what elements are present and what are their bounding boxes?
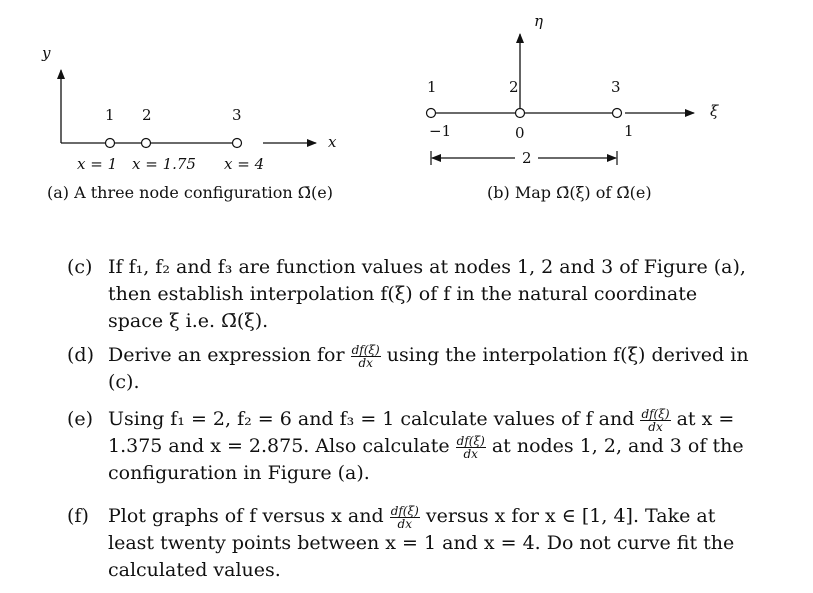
figure-b-node-2: [516, 109, 525, 118]
figure-a-node-1: [106, 139, 115, 148]
question-e-tag: (e): [67, 408, 94, 430]
question-f-text-1: Plot graphs of f versus x and: [108, 505, 384, 527]
question-e-text-1: Using f₁ = 2, f₂ = 6 and f₃ = 1 calculate values of f and: [108, 408, 635, 430]
figure-b-node-number-3: 3: [611, 78, 621, 96]
figure-b-node-number-1: 1: [427, 78, 437, 96]
figure-b-node-number-2: 2: [509, 78, 519, 96]
question-f-tag: (f): [67, 505, 89, 527]
question-f: [67, 503, 757, 584]
figure-a-coord-2: x = 1.75: [132, 155, 196, 173]
figure-b-caption: (b) Map Ω̄(ξ) of Ω̄(e): [487, 183, 652, 202]
question-f-body: [108, 503, 757, 584]
question-c: [67, 254, 757, 335]
question-d-frac-den: dx: [358, 355, 373, 370]
question-d-derivative: [351, 344, 381, 369]
question-d-text-pre: Derive an expression for: [108, 344, 345, 366]
figure-a-y-label: y: [42, 44, 51, 62]
figure-a-node-number-1: 1: [105, 106, 115, 124]
figure-a-x-label: x: [328, 133, 337, 151]
figure-b-eta-label: η: [534, 12, 543, 30]
question-e-text-2: at x = 1.375 and x = 2.875. Also calculate: [108, 408, 735, 457]
figure-a-coord-1: x = 1: [77, 155, 118, 173]
question-e-frac-num-1: df(ξ): [641, 406, 670, 421]
figure-a-node-number-3: 3: [232, 106, 242, 124]
question-c-text: If f₁, f₂ and f₃ are function values at nodes 1, 2 and 3 of Figure (a), then establish interpolation f(ξ) of f in the natural coordinate space ξ i.e. Ω̄(ξ).: [108, 256, 746, 332]
question-e-frac-den-1: dx: [648, 419, 663, 434]
question-e-text-3: at nodes 1, 2, and 3 of the configuration in Figure (a).: [108, 435, 744, 484]
question-f-derivative: [390, 505, 420, 530]
figure-b-node-3: [613, 109, 622, 118]
question-e-body: [108, 406, 757, 487]
figure-a-coord-3: x = 4: [224, 155, 265, 173]
question-f-frac-den: dx: [397, 516, 412, 531]
figure-b-coord-0: 0: [515, 124, 525, 142]
question-e-frac-den-2: dx: [463, 446, 478, 461]
question-c-tag: (c): [67, 256, 93, 278]
figure-a-caption: (a) A three node configuration Ω̄(e): [47, 183, 333, 202]
figure-b-coord-neg1: −1: [429, 122, 452, 140]
question-d-body: [108, 342, 757, 396]
question-d: [67, 342, 757, 396]
figure-a-node-2: [142, 139, 151, 148]
question-d-tag: (d): [67, 344, 94, 366]
figure-b-coord-1: 1: [624, 122, 634, 140]
question-e-derivative-1: [640, 408, 670, 433]
question-f-text-2: versus x for x ∈ [1, 4]. Take at least twenty points between x = 1 and x = 4. Do not curve fit the calculated values.: [108, 505, 735, 581]
question-d-frac-num: df(ξ): [351, 342, 380, 357]
figure-b-length-label: 2: [522, 149, 532, 167]
question-f-frac-num: df(ξ): [390, 503, 419, 518]
question-e-derivative-2: [456, 435, 486, 460]
question-d-text-post: using the interpolation f(ξ) derived in (c).: [108, 344, 749, 393]
question-e-frac-num-2: df(ξ): [456, 433, 485, 448]
figure-b-xi-label: ξ: [710, 102, 719, 120]
figure-a-node-3: [233, 139, 242, 148]
figure-a-node-number-2: 2: [142, 106, 152, 124]
figure-b-node-1: [427, 109, 436, 118]
question-e: [67, 406, 757, 487]
